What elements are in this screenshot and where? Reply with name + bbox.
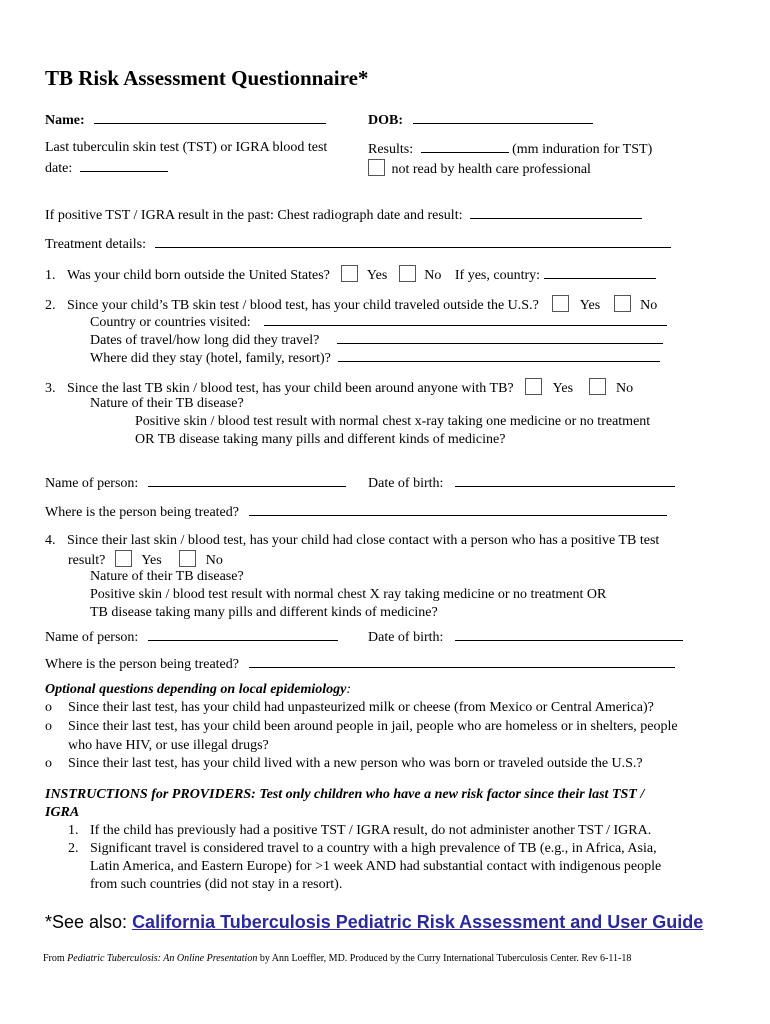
q4-birth-row — [368, 628, 683, 646]
q1-text: Was your child born outside the United States? — [67, 268, 330, 283]
dob-row — [368, 111, 593, 129]
instruction-item-1 — [68, 823, 652, 839]
q4-treated-field[interactable] — [249, 655, 675, 668]
q2-no-label: No — [640, 298, 658, 313]
q3-treated-field[interactable] — [249, 503, 667, 516]
q3-yes-label: Yes — [552, 381, 574, 396]
q1-no-checkbox[interactable] — [399, 265, 416, 282]
dob-field[interactable] — [413, 111, 593, 124]
q4-person-label: Name of person: — [45, 630, 139, 645]
q3-text: Since the last TB skin / blood test, has your child been around anyone with TB? — [67, 381, 514, 396]
q3-no-checkbox[interactable] — [589, 378, 606, 395]
q2-countries-field[interactable] — [264, 313, 667, 326]
q2-dates-row — [90, 331, 663, 349]
date-label: date: — [45, 161, 73, 176]
q2-no-checkbox[interactable] — [614, 295, 631, 312]
name-label: Name: — [45, 113, 85, 128]
not-read-label: not read by health care professional — [391, 162, 591, 177]
q2-countries-row — [90, 313, 667, 331]
see-also-link[interactable]: California Tuberculosis Pediatric Risk Assessment and User Guide — [132, 912, 704, 932]
q4-birth-field[interactable] — [455, 628, 683, 641]
q4-person-field[interactable] — [148, 628, 338, 641]
optional-heading-colon: : — [346, 682, 352, 697]
q2-stay-label: Where did they stay (hotel, family, resort)? — [90, 351, 331, 366]
q3-birth-field[interactable] — [455, 474, 675, 487]
last-test-label: Last tuberculin skin test (TST) or IGRA blood test — [45, 140, 328, 155]
results-unit: (mm induration for TST) — [512, 142, 653, 157]
q2-yes-label: Yes — [579, 298, 601, 313]
q3-nature-label: Nature of their TB disease? — [90, 396, 244, 411]
instruction-text-continued: from such countries (did not stay in a resort). — [90, 877, 343, 892]
optional-item-text: Since their last test, has your child been around people in jail, people who are homeless or in shelters, people — [68, 719, 678, 734]
optional-item-text: Since their last test, has your child had unpasteurized milk or cheese (from Mexico or Central America)? — [68, 700, 654, 715]
q2-yes-checkbox[interactable] — [552, 295, 569, 312]
q3-number: 3. — [45, 381, 56, 396]
q3-detail-1: Positive skin / blood test result with normal chest x-ray taking one medicine or no treatment — [135, 414, 651, 429]
instructions-heading-continued: IGRA — [45, 805, 80, 820]
q1-yes-label: Yes — [366, 268, 388, 283]
q1-country-label: If yes, country: — [454, 268, 541, 283]
q3-detail-2: OR TB disease taking many pills and different kinds of medicine? — [135, 432, 506, 447]
q4-yes-checkbox[interactable] — [115, 550, 132, 567]
footer-presentation-title: Pediatric Tuberculosis: An Online Presentation — [67, 953, 258, 964]
q4-answer-row — [68, 550, 223, 569]
q4-treated-label: Where is the person being treated? — [45, 657, 239, 672]
optional-item — [45, 756, 643, 772]
q4-nature-label: Nature of their TB disease? — [90, 569, 244, 584]
optional-item-continued: who have HIV, or use illegal drugs? — [68, 738, 269, 753]
radiograph-field[interactable] — [470, 206, 642, 219]
q4-yes-label: Yes — [141, 553, 162, 568]
not-read-checkbox[interactable] — [368, 159, 385, 176]
q2-number: 2. — [45, 298, 56, 313]
q1-number: 1. — [45, 268, 56, 283]
instruction-item-2 — [68, 841, 657, 857]
last-test-date-field[interactable] — [80, 159, 168, 172]
q3-person-label: Name of person: — [45, 476, 139, 491]
footer — [43, 953, 631, 964]
q3-yes-checkbox[interactable] — [525, 378, 542, 395]
q4-no-label: No — [205, 553, 223, 568]
question-3 — [45, 378, 633, 397]
name-field[interactable] — [94, 111, 326, 124]
radiograph-row — [45, 206, 642, 224]
see-also — [45, 912, 703, 933]
q2-countries-label: Country or countries visited: — [90, 315, 251, 330]
results-row — [368, 140, 652, 158]
q3-treated-label: Where is the person being treated? — [45, 505, 239, 520]
instruction-number: 1. — [68, 823, 79, 838]
radiograph-label: If positive TST / IGRA result in the past: Chest radiograph date and result: — [45, 208, 463, 223]
optional-heading-text: Optional questions depending on local epidemiology — [45, 682, 347, 697]
q3-person-row — [45, 474, 346, 492]
q4-detail-1: Positive skin / blood test result with normal chest X ray taking medicine or no treatment OR — [90, 587, 607, 602]
results-field[interactable] — [421, 140, 509, 153]
page-title: TB Risk Assessment Questionnaire* — [45, 66, 369, 90]
q2-text: Since your child’s TB skin test / blood test, has your child traveled outside the U.S.? — [67, 298, 539, 313]
optional-item-text: Since their last test, has your child lived with a new person who was born or traveled outside the U.S.? — [68, 756, 643, 771]
q4-detail-2: TB disease taking many pills and different kinds of medicine? — [90, 605, 438, 620]
q1-no-label: No — [424, 268, 442, 283]
q1-yes-checkbox[interactable] — [341, 265, 358, 282]
footer-credits: by Ann Loeffler, MD. Produced by the Curry International Tuberculosis Center. Rev 6-11-18 — [257, 953, 632, 964]
dob-label: DOB: — [368, 113, 403, 128]
q4-text: Since their last skin / blood test, has your child had close contact with a person who has a positive TB test — [67, 533, 660, 548]
q2-dates-field[interactable] — [337, 331, 663, 344]
q4-treated-row — [45, 655, 675, 673]
footer-from: From — [43, 953, 68, 964]
q4-no-checkbox[interactable] — [179, 550, 196, 567]
instruction-text-continued: Latin America, and Eastern Europe) for >1 week AND had substantial contact with indigenous people — [90, 859, 662, 874]
question-2 — [45, 295, 657, 314]
optional-item — [45, 700, 654, 716]
optional-heading — [45, 682, 351, 698]
q2-stay-row — [90, 349, 660, 367]
q3-birth-row — [368, 474, 675, 492]
instruction-text: If the child has previously had a positive TST / IGRA result, do not administer another TST / IGRA. — [90, 823, 652, 838]
q4-text-2: result? — [68, 553, 106, 568]
q3-treated-row — [45, 503, 667, 521]
q2-stay-field[interactable] — [338, 349, 660, 362]
q1-country-field[interactable] — [544, 266, 656, 279]
treatment-field[interactable] — [155, 235, 671, 248]
q4-birth-label: Date of birth: — [368, 630, 444, 645]
question-4 — [45, 533, 659, 549]
treatment-label: Treatment details: — [45, 237, 146, 252]
q3-person-field[interactable] — [148, 474, 346, 487]
q2-dates-label: Dates of travel/how long did they travel? — [90, 333, 320, 348]
name-row — [45, 111, 326, 129]
question-1 — [45, 265, 656, 284]
bullet: o — [45, 719, 52, 734]
q4-person-row — [45, 628, 338, 646]
bullet: o — [45, 756, 52, 771]
q4-number: 4. — [45, 533, 56, 548]
q3-no-label: No — [616, 381, 634, 396]
instruction-text: Significant travel is considered travel to a country with a high prevalence of TB (e.g., in Africa, Asia, — [90, 841, 657, 856]
results-label: Results: — [368, 142, 414, 157]
treatment-row — [45, 235, 671, 253]
optional-item — [45, 719, 678, 735]
instructions-heading: INSTRUCTIONS for PROVIDERS: Test only children who have a new risk factor since their last TST / — [45, 787, 645, 802]
instruction-number: 2. — [68, 841, 79, 856]
see-also-prefix: *See also: — [45, 912, 133, 932]
last-test-date-row — [45, 159, 168, 177]
not-read-row — [368, 159, 591, 178]
bullet: o — [45, 700, 52, 715]
q3-birth-label: Date of birth: — [368, 476, 444, 491]
